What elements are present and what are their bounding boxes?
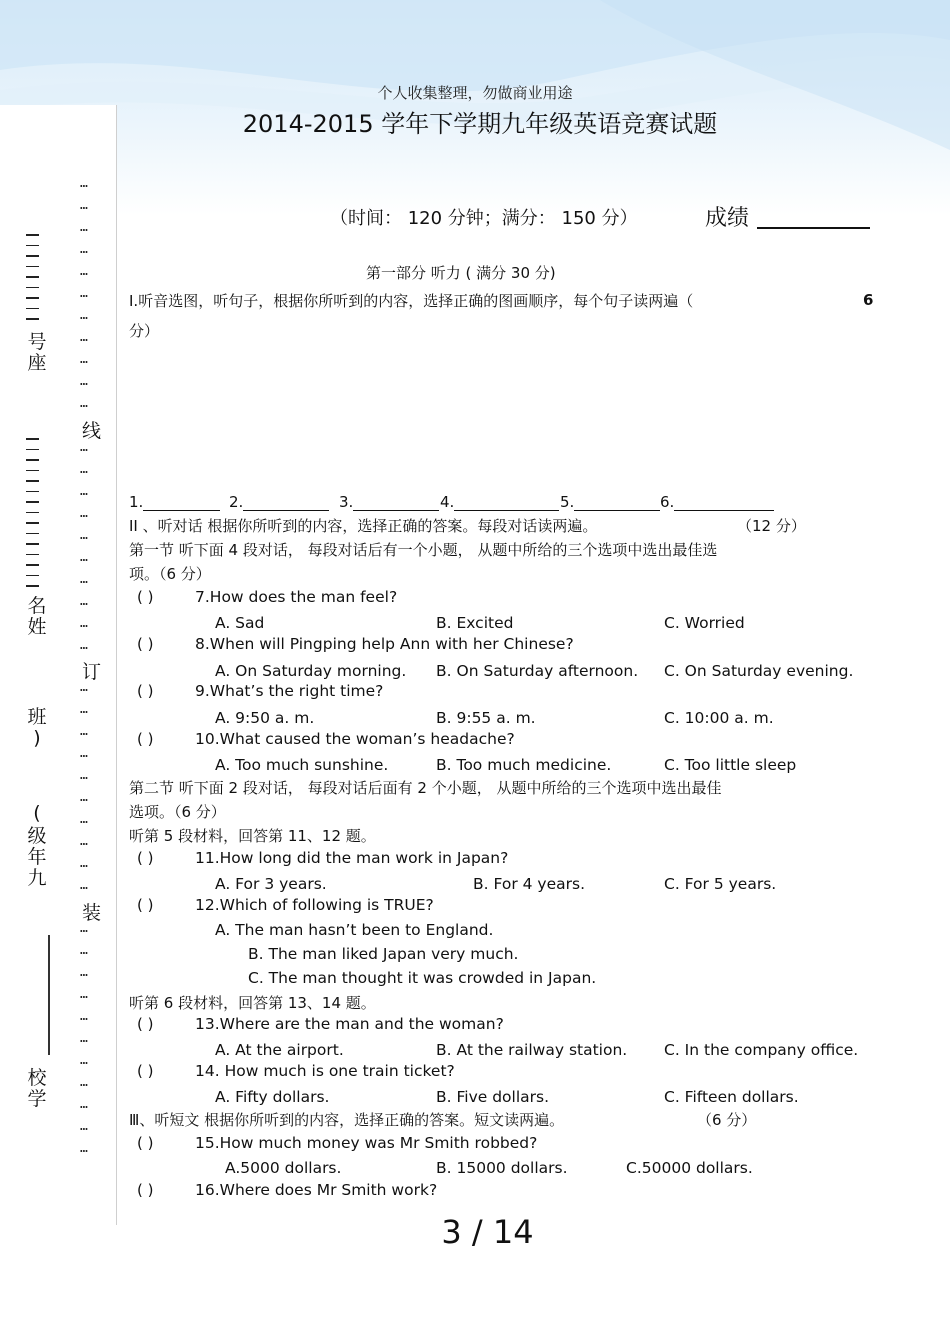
question-14: 14. How much is one train ticket? (195, 1062, 455, 1080)
option-13a: A. At the airport. (215, 1041, 344, 1059)
option-12c: C. The man thought it was crowded in Japan. (248, 969, 597, 987)
page-title: 2014-2015 学年下学期九年级英语竞赛试题 (242, 110, 718, 138)
option-10a: A. Too much sunshine. (215, 756, 389, 774)
question-15: 15.How much money was Mr Smith robbed? (195, 1134, 538, 1152)
option-7a: A. Sad (215, 614, 265, 632)
answer-paren-9[interactable]: ( ) (137, 682, 154, 700)
exam-info: （时间： 120 分钟；满分： 150 分） (330, 208, 638, 229)
option-15c: C.50000 dollars. (626, 1159, 753, 1177)
question-10: 10.What caused the woman’s headache? (195, 730, 515, 748)
binding-bind-char: 装 (82, 902, 102, 924)
section2-heading: II 、听对话 根据你所听到的内容，选择正确的答案。每段对话读两遍。 (129, 517, 598, 535)
binding-dots-3: … … … … … … … … … … (80, 680, 87, 893)
option-8a: A. On Saturday morning. (215, 662, 407, 680)
section3-heading: Ⅲ、听短文 根据你所听到的内容，选择正确的答案。短文读两遍。 (129, 1111, 565, 1129)
answer-paren-11[interactable]: ( ) (137, 849, 154, 867)
section2-score: （12 分） (737, 517, 806, 535)
section1-heading-cont: 分） (129, 322, 160, 340)
grade-paren: ( (33, 802, 41, 824)
question-9: 9.What’s the right time? (195, 682, 384, 700)
option-14b: B. Five dollars. (436, 1088, 550, 1106)
option-14c: C. Fifteen dollars. (664, 1088, 799, 1106)
option-15a: A.5000 dollars. (225, 1159, 342, 1177)
material-5: 听第 5 段材料，回答第 11、12 题。 (129, 827, 376, 845)
option-9a: A. 9:50 a. m. (215, 709, 315, 727)
answer-blank-3[interactable]: 3. (339, 493, 439, 511)
answer-blank-4[interactable]: 4. (440, 493, 559, 511)
school-blank (48, 935, 50, 1055)
class-label: 班 (27, 706, 47, 728)
material-6: 听第 6 段材料，回答第 13、14 题。 (129, 994, 376, 1012)
class-paren: ) (33, 727, 41, 749)
school-label: 校学 (27, 1067, 47, 1110)
section1-score: 6 (863, 291, 874, 309)
score-label: 成绩 (705, 206, 750, 231)
binding-dots-1: … … … … … … … … … … … (80, 176, 87, 411)
option-7c: C. Worried (664, 614, 745, 632)
answer-paren-8[interactable]: ( ) (137, 635, 154, 653)
section3-score: （6 分） (697, 1111, 757, 1129)
answer-blank-1[interactable]: 1. (129, 493, 220, 511)
question-16: 16.Where does Mr Smith work? (195, 1181, 438, 1199)
binding-line-char: 线 (82, 420, 102, 442)
option-11c: C. For 5 years. (664, 875, 777, 893)
section2-part1: 第一节 听下面 4 段对话， 每段对话后有一个小题， 从题中所给的三个选项中选出最佳选 (129, 541, 718, 559)
answer-paren-7[interactable]: ( ) (137, 588, 154, 606)
option-10b: B. Too much medicine. (436, 756, 612, 774)
name-label: 名姓 (27, 595, 47, 638)
seat-label: 号座 (27, 331, 47, 374)
page-number: 3 / 14 (441, 1213, 534, 1251)
question-11: 11.How long did the man work in Japan? (195, 849, 509, 867)
answer-paren-13[interactable]: ( ) (137, 1015, 154, 1033)
option-13b: B. At the railway station. (436, 1041, 628, 1059)
answer-paren-12[interactable]: ( ) (137, 896, 154, 914)
section1-heading: Ⅰ.听音选图，听句子，根据你所听到的内容，选择正确的图画顺序，每个句子读两遍（ (129, 292, 694, 310)
option-12b: B. The man liked Japan very much. (248, 945, 519, 963)
option-9b: B. 9:55 a. m. (436, 709, 536, 727)
section2-part1-cont: 项。（6 分） (129, 565, 211, 583)
option-12a: A. The man hasn’t been to England. (215, 921, 494, 939)
name-blank (26, 438, 42, 596)
option-11b: B. For 4 years. (473, 875, 586, 893)
question-8: 8.When will Pingping help Ann with her Chinese? (195, 635, 574, 653)
option-9c: C. 10:00 a. m. (664, 709, 774, 727)
part-title: 第一部分 听力 ( 满分 30 分) (366, 264, 556, 282)
answer-blank-5[interactable]: 5. (560, 493, 660, 511)
margin-divider (116, 105, 117, 1225)
question-7: 7.How does the man feel? (195, 588, 398, 606)
answer-blank-6[interactable]: 6. (660, 493, 774, 511)
binding-dots-2: … … … … … … … … … … (80, 440, 87, 653)
option-13c: C. In the company office. (664, 1041, 859, 1059)
question-12: 12.Which of following is TRUE? (195, 896, 434, 914)
answer-paren-16[interactable]: ( ) (137, 1181, 154, 1199)
option-7b: B. Excited (436, 614, 514, 632)
option-15b: B. 15000 dollars. (436, 1159, 568, 1177)
option-8c: C. On Saturday evening. (664, 662, 854, 680)
grade-label: 级年九 (27, 825, 47, 889)
answer-blank-2[interactable]: 2. (229, 493, 329, 511)
seat-blank (26, 234, 42, 329)
answer-paren-10[interactable]: ( ) (137, 730, 154, 748)
section2-part2: 第二节 听下面 2 段对话， 每段对话后面有 2 个小题， 从题中所给的三个选项中选出最佳 (129, 779, 722, 797)
score-blank (757, 227, 870, 229)
watermark: 个人收集整理，勿做商业用途 (377, 84, 573, 102)
option-8b: B. On Saturday afternoon. (436, 662, 639, 680)
answer-paren-15[interactable]: ( ) (137, 1134, 154, 1152)
option-14a: A. Fifty dollars. (215, 1088, 330, 1106)
binding-dots-4: … … … … … … … … … … … (80, 921, 87, 1156)
question-13: 13.Where are the man and the woman? (195, 1015, 504, 1033)
option-10c: C. Too little sleep (664, 756, 797, 774)
option-11a: A. For 3 years. (215, 875, 327, 893)
answer-paren-14[interactable]: ( ) (137, 1062, 154, 1080)
section2-part2-cont: 选项。（6 分） (129, 803, 226, 821)
binding-order-char: 订 (82, 661, 102, 683)
